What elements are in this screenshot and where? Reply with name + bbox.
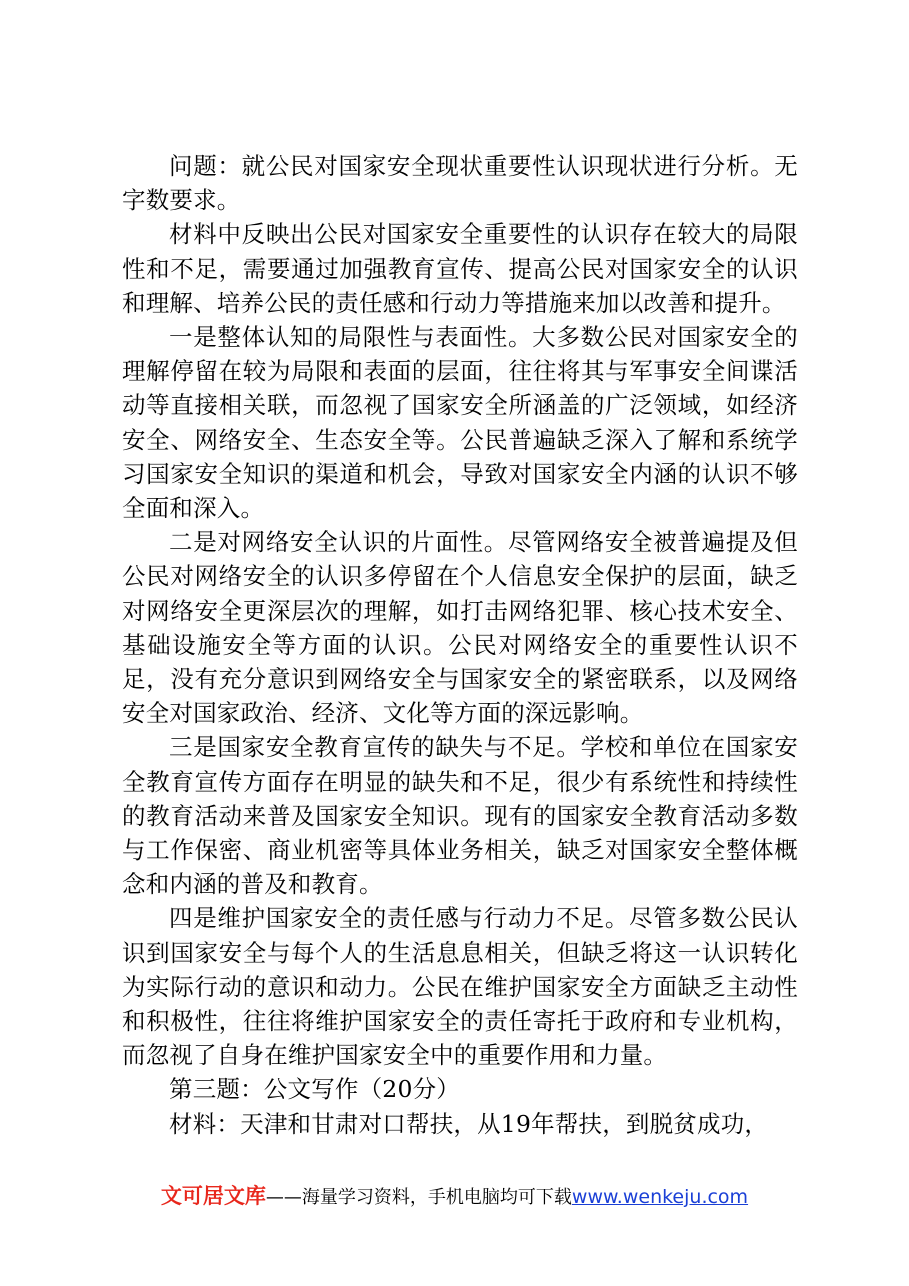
point-four-paragraph: 四是维护国家安全的责任感与行动力不足。尽管多数公民认识到国家安全与每个人的生活息息相关，但缺乏将这一认识转化为实际行动的意识和动力。公民在维护国家安全方面缺乏主动性和积极性，往往将维护国家安全的责任寄托于政府和专业机构，而忽视了自身在维护国家安全中的重要作用和力量。 bbox=[122, 904, 798, 1070]
footer-slogan: ——海量学习资料，手机电脑均可下载 bbox=[265, 1187, 572, 1208]
point-three-paragraph: 三是国家安全教育宣传的缺失与不足。学校和单位在国家安全教育宣传方面存在明显的缺失和不足，很少有系统性和持续性的教育活动来普及国家安全知识。现有的国家安全教育活动多数与工作保密、商业机密等具体业务相关，缺乏对国家安全整体概念和内涵的普及和教育。 bbox=[122, 733, 798, 899]
document-body bbox=[122, 149, 798, 1141]
point-two-paragraph: 二是对网络安全认识的片面性。尽管网络安全被普遍提及但公民对网络安全的认识多停留在个人信息安全保护的层面，缺乏对网络安全更深层次的理解，如打击网络犯罪、核心技术安全、基础设施安全等方面的认识。公民对网络安全的重要性认识不足，没有充分意识到网络安全与国家安全的紧密联系，以及网络安全对国家政治、经济、文化等方面的深远影响。 bbox=[122, 528, 798, 728]
footer-banner bbox=[0, 1181, 909, 1213]
footer-site-link[interactable]: www.wenkeju.com bbox=[571, 1186, 749, 1208]
section-heading: 第三题：公文写作（20分） bbox=[169, 1075, 461, 1104]
point-one-paragraph: 一是整体认知的局限性与表面性。大多数公民对国家安全的理解停留在较为局限和表面的层面，往往将其与军事安全间谍活动等直接相关联，而忽视了国家安全所涵盖的广泛领域，如经济安全、网络安全、生态安全等。公民普遍缺乏深入了解和系统学习国家安全知识的渠道和机会，导致对国家安全内涵的认识不够全面和深入。 bbox=[122, 323, 798, 523]
question-paragraph: 问题：就公民对国家安全现状重要性认识现状进行分析。无字数要求。 bbox=[122, 152, 798, 215]
footer-brand: 文可居文库 bbox=[160, 1184, 266, 1208]
intro-paragraph: 材料中反映出公民对国家安全重要性的认识存在较大的局限性和不足，需要通过加强教育宣传、提高公民对国家安全的认识和理解、培养公民的责任感和行动力等措施来加以改善和提升。 bbox=[122, 220, 798, 317]
material-paragraph: 材料：天津和甘肃对口帮扶，从19年帮扶，到脱贫成功， bbox=[169, 1109, 769, 1138]
